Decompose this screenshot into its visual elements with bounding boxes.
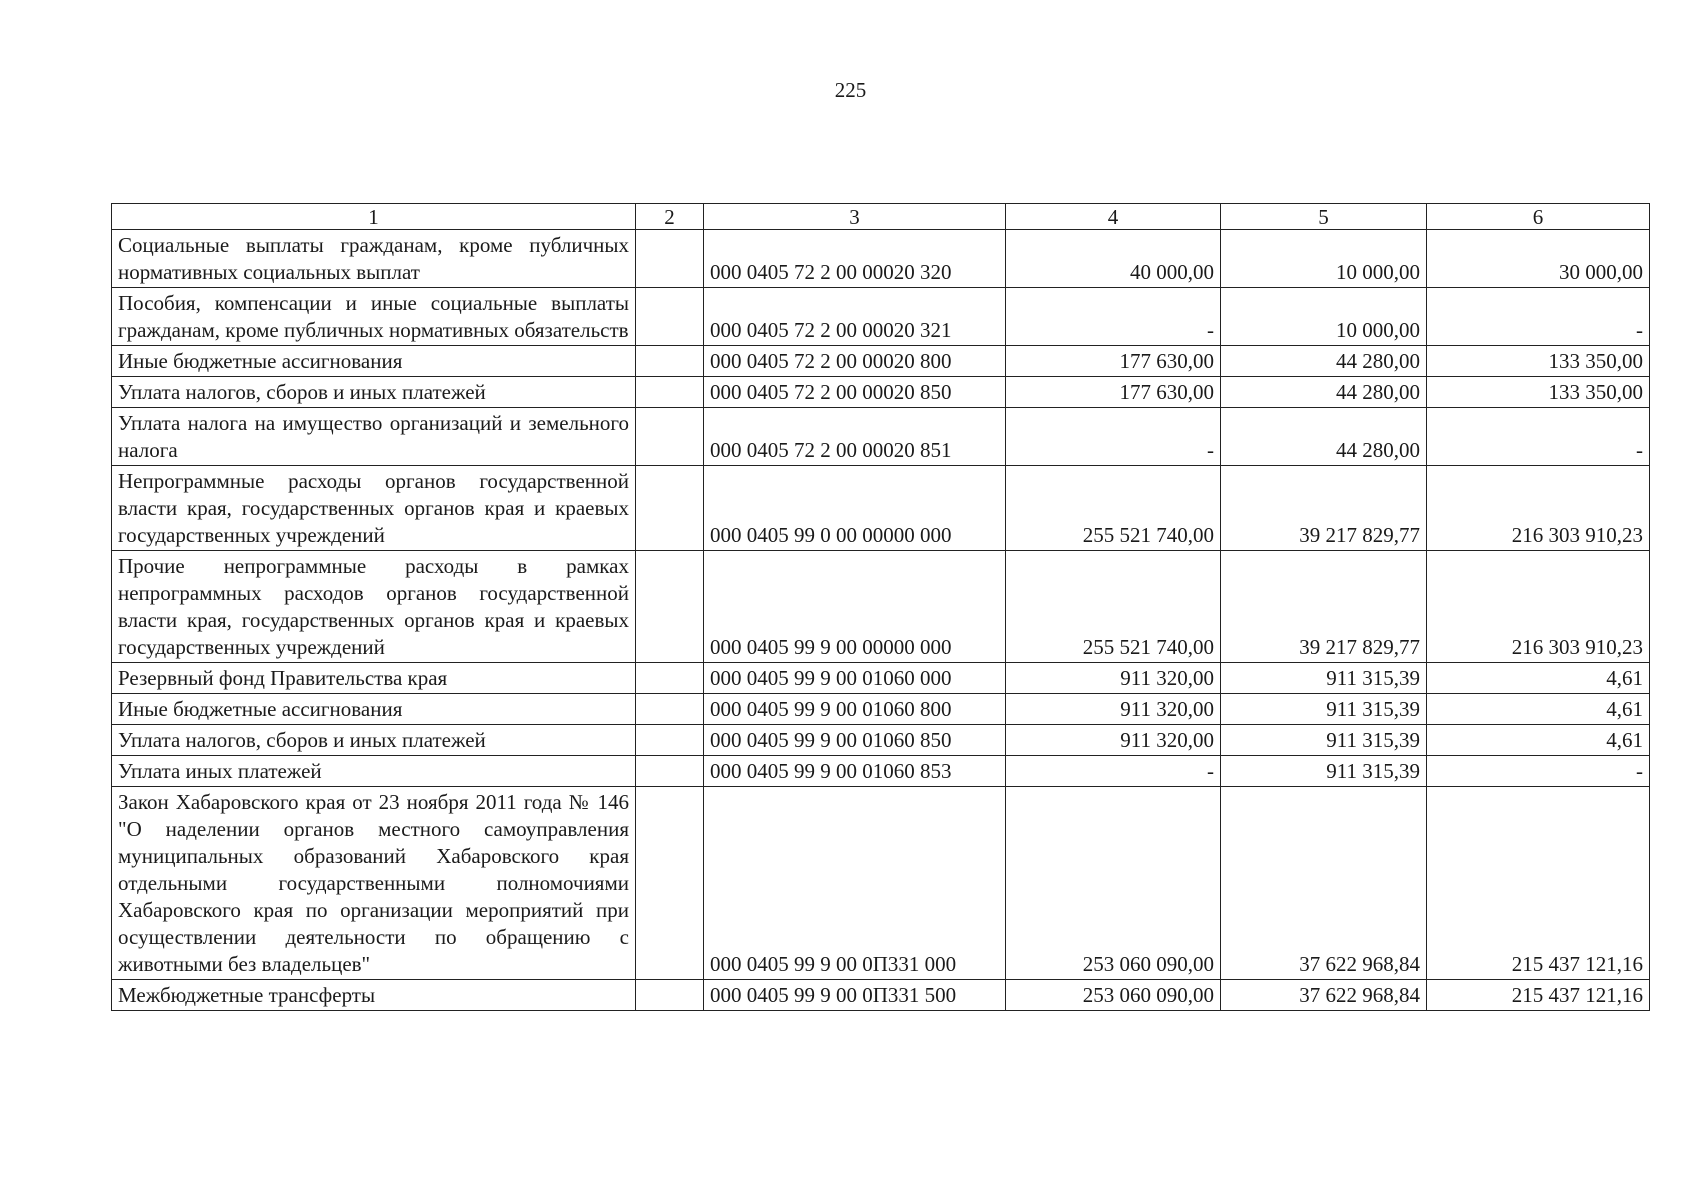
row-value-5: 39 217 829,77 [1221,551,1427,663]
row-col2 [636,288,704,346]
row-code: 000 0405 99 9 00 01060 000 [704,663,1006,694]
row-name: Резервный фонд Правительства края [112,663,636,694]
row-value-5: 44 280,00 [1221,346,1427,377]
table-row [112,230,1650,288]
row-value-4: 177 630,00 [1006,346,1221,377]
row-col2 [636,725,704,756]
row-value-5: 911 315,39 [1221,694,1427,725]
row-value-4: - [1006,288,1221,346]
row-col2 [636,408,704,466]
row-value-4: 177 630,00 [1006,377,1221,408]
row-col2 [636,663,704,694]
row-value-4: 911 320,00 [1006,694,1221,725]
row-value-5: 911 315,39 [1221,756,1427,787]
row-value-5: 37 622 968,84 [1221,787,1427,980]
row-value-5: 911 315,39 [1221,725,1427,756]
row-code: 000 0405 99 0 00 00000 000 [704,466,1006,551]
row-value-4: - [1006,756,1221,787]
table-row [112,663,1650,694]
table-row [112,466,1650,551]
row-value-6: 30 000,00 [1427,230,1650,288]
table-row [112,551,1650,663]
row-col2 [636,377,704,408]
row-name: Социальные выплаты гражданам, кроме публичных нормативных социальных выплат [112,230,636,288]
column-header: 3 [704,204,1006,230]
column-header: 6 [1427,204,1650,230]
table-row [112,346,1650,377]
table-row [112,787,1650,980]
table-row [112,408,1650,466]
row-value-4: 911 320,00 [1006,725,1221,756]
row-name: Непрограммные расходы органов государственной власти края, государственных органов края и краевых государственных учреждений [112,466,636,551]
row-code: 000 0405 72 2 00 00020 320 [704,230,1006,288]
row-code: 000 0405 72 2 00 00020 800 [704,346,1006,377]
table-row [112,725,1650,756]
row-value-6: 215 437 121,16 [1427,787,1650,980]
row-code: 000 0405 72 2 00 00020 851 [704,408,1006,466]
row-value-5: 10 000,00 [1221,288,1427,346]
table-row [112,694,1650,725]
row-value-6: 133 350,00 [1427,377,1650,408]
row-value-5: 44 280,00 [1221,377,1427,408]
table-row [112,288,1650,346]
row-col2 [636,466,704,551]
row-code: 000 0405 99 9 00 01060 850 [704,725,1006,756]
row-value-5: 37 622 968,84 [1221,980,1427,1011]
row-value-4: - [1006,408,1221,466]
row-col2 [636,787,704,980]
row-name: Прочие непрограммные расходы в рамках непрограммных расходов органов государственной власти края, государственных органов края и краевых государственных учреждений [112,551,636,663]
page-number: 225 [834,78,867,102]
row-value-6: 4,61 [1427,725,1650,756]
row-value-4: 911 320,00 [1006,663,1221,694]
row-value-5: 911 315,39 [1221,663,1427,694]
budget-table [111,203,1650,1011]
row-value-6: - [1427,288,1650,346]
row-name: Закон Хабаровского края от 23 ноября 2011 года № 146 "О наделении органов местного самоуправления муниципальных образований Хабаровского края отдельными государственными полномочиями Хабаровского края по организации мероприятий при осуществлении деятельности по обращению с животными без владельцев" [112,787,636,980]
table-row [112,756,1650,787]
row-code: 000 0405 99 9 00 0П331 500 [704,980,1006,1011]
table-row [112,980,1650,1011]
row-col2 [636,230,704,288]
row-col2 [636,346,704,377]
row-value-6: 4,61 [1427,663,1650,694]
row-name: Уплата налогов, сборов и иных платежей [112,377,636,408]
row-value-4: 253 060 090,00 [1006,980,1221,1011]
row-name: Пособия, компенсации и иные социальные выплаты гражданам, кроме публичных нормативных обязательств [112,288,636,346]
row-name: Уплата налога на имущество организаций и земельного налога [112,408,636,466]
row-value-5: 10 000,00 [1221,230,1427,288]
table-row [112,377,1650,408]
row-value-6: 133 350,00 [1427,346,1650,377]
row-col2 [636,551,704,663]
row-value-6: 216 303 910,23 [1427,551,1650,663]
column-header: 2 [636,204,704,230]
row-col2 [636,694,704,725]
row-code: 000 0405 99 9 00 01060 800 [704,694,1006,725]
row-value-5: 39 217 829,77 [1221,466,1427,551]
row-name: Межбюджетные трансферты [112,980,636,1011]
row-code: 000 0405 99 9 00 00000 000 [704,551,1006,663]
column-header: 1 [112,204,636,230]
table-header-row [112,204,1650,230]
row-code: 000 0405 99 9 00 0П331 000 [704,787,1006,980]
row-value-4: 40 000,00 [1006,230,1221,288]
row-value-6: 4,61 [1427,694,1650,725]
row-code: 000 0405 72 2 00 00020 321 [704,288,1006,346]
row-name: Иные бюджетные ассигнования [112,346,636,377]
row-name: Уплата иных платежей [112,756,636,787]
row-name: Уплата налогов, сборов и иных платежей [112,725,636,756]
row-value-4: 253 060 090,00 [1006,787,1221,980]
row-value-4: 255 521 740,00 [1006,466,1221,551]
row-value-6: - [1427,408,1650,466]
column-header: 5 [1221,204,1427,230]
row-value-6: 215 437 121,16 [1427,980,1650,1011]
row-col2 [636,756,704,787]
row-code: 000 0405 99 9 00 01060 853 [704,756,1006,787]
row-value-6: 216 303 910,23 [1427,466,1650,551]
column-header: 4 [1006,204,1221,230]
row-col2 [636,980,704,1011]
row-code: 000 0405 72 2 00 00020 850 [704,377,1006,408]
row-value-4: 255 521 740,00 [1006,551,1221,663]
row-name: Иные бюджетные ассигнования [112,694,636,725]
row-value-6: - [1427,756,1650,787]
row-value-5: 44 280,00 [1221,408,1427,466]
